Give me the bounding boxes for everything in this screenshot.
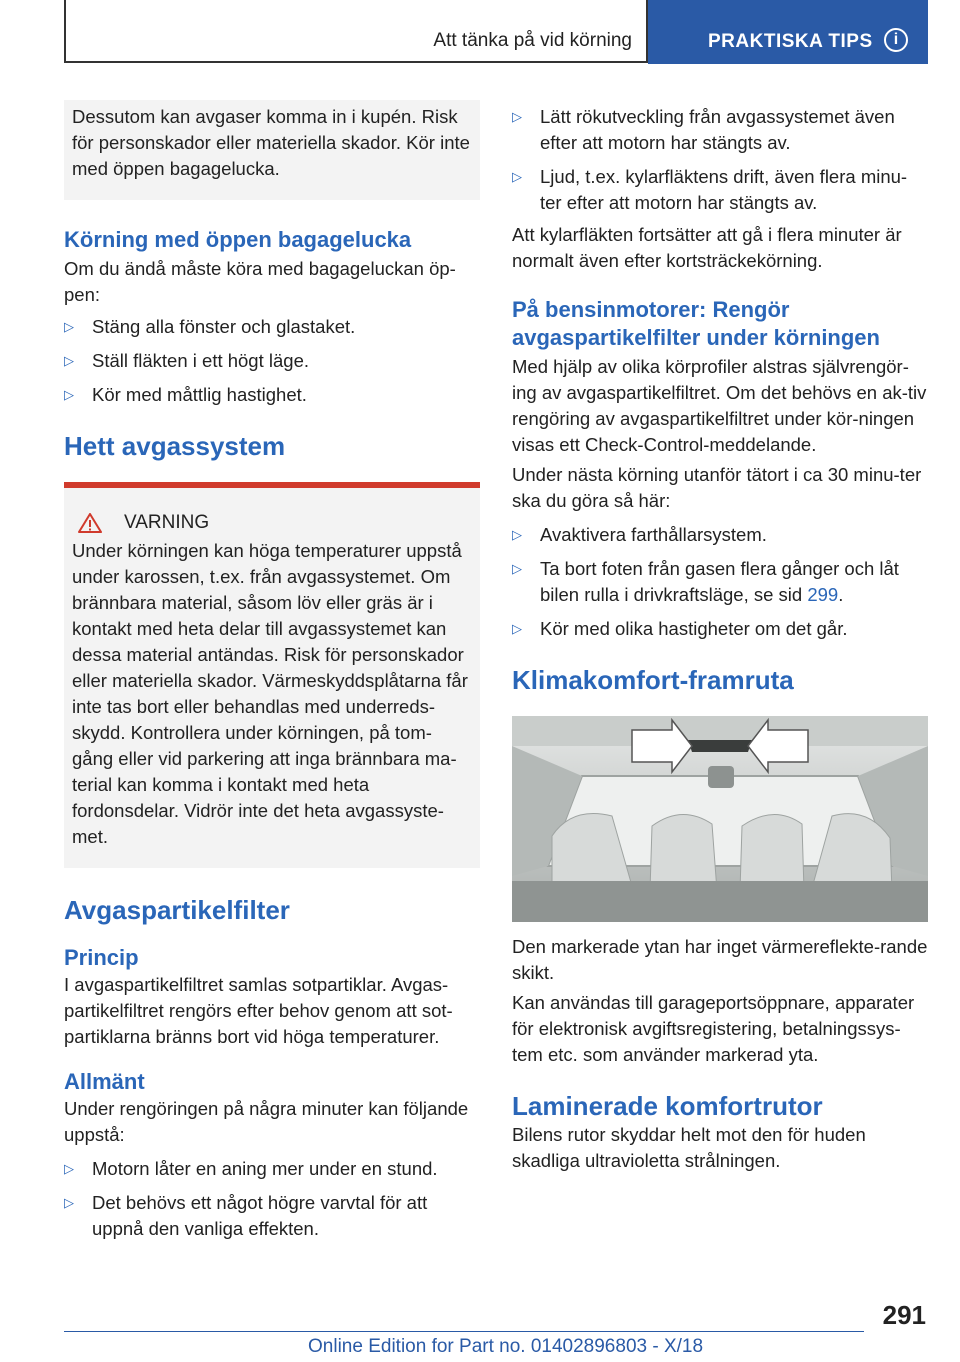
page-header [64,0,928,64]
right-column [512,104,928,1174]
list-item: ▷ Kör med måttlig hastighet. [64,382,480,408]
warning-triangle-icon [78,513,102,533]
list-item: ▷ Motorn låter en aning mer under en stund. [64,1156,480,1182]
page-link[interactable]: 299 [807,584,839,605]
warning-header [78,512,472,534]
windscreen-photo [512,716,928,922]
heading-general: Allmänt [64,1069,145,1094]
section-tab[interactable] [648,0,928,64]
heading-climate-windscreen: Klimakomfort-framruta [512,665,794,695]
fan-text: Att kylarfläkten fortsätter att gå i flera minuter är normalt även efter kortsträckekörning. [512,224,902,271]
left-column [64,100,480,1242]
warning-label: VARNING [124,512,210,533]
list-item: ▷ Det behövs ett något högre varvtal för att uppnå den vanliga effekten. [64,1192,428,1239]
general-text: Under rengöringen på några minuter kan följande uppstå: [64,1098,469,1145]
heading-open-tailgate: Körning med öppen bagagelucka [64,227,412,252]
car-interior-illustration [512,716,928,922]
bullet-icon: ▷ [64,1161,74,1176]
caution-continuation-box [64,100,480,200]
heading-hot-exhaust: Hett avgassystem [64,431,286,461]
principle-text: I avgaspartikelfiltret samlas sotpartiklar. Avgas-partikelfiltret rengörs efter behov genom att sot-partiklarna bränns bort vid höga temperaturer. [64,974,453,1047]
continued-list [512,104,928,216]
bullet-icon: ▷ [512,109,522,124]
list-item: ▷ Ta bort foten från gasen flera gånger och låt bilen rulla i drivkraftsläge, se sid 299. [512,558,899,605]
bullet-icon: ▷ [64,353,74,368]
page-number: 291 [882,1300,926,1330]
laminated-text: Bilens rutor skyddar helt mot den för huden skadliga ultravioletta strålningen. [512,1124,866,1171]
general-list [64,1156,480,1242]
footer-edition: Online Edition for Part no. 01402896803 - X/18 [308,1336,704,1357]
info-icon: i [884,28,908,52]
climate-text-1: Den markerade ytan har inget värmereflekte-rande skikt. [512,936,928,983]
bullet-icon: ▷ [512,169,522,184]
list-item: ▷ Avaktivera farthållarsystem. [512,522,928,548]
climate-text-2: Kan användas till garageportsöppnare, apparater för elektronisk avgiftsregistering, betalningssys-tem etc. som använder markerad yta. [512,992,915,1065]
petrol-list [512,522,928,642]
bullet-icon: ▷ [64,1195,74,1210]
bullet-icon: ▷ [64,387,74,402]
heading-principle: Princip [64,945,139,970]
heading-petrol: På bensinmotorer: Rengör avgaspartikelfilter under körningen [512,297,880,350]
list-item: ▷ Ställ fläkten i ett högt läge. [64,348,480,374]
list-item: ▷ Stäng alla fönster och glastaket. [64,314,480,340]
chapter-tab [64,0,648,63]
warning-box [64,488,480,868]
bullet-icon: ▷ [512,527,522,542]
list-item: ▷ Kör med olika hastigheter om det går. [512,616,928,642]
footer-divider [64,1331,864,1332]
petrol-text-2: Under nästa körning utanför tätort i ca 30 minu-ter ska du göra så här: [512,464,922,511]
caution-text: Dessutom kan avgaser komma in i kupén. Risk för personskador eller materiella skador. Kör inte med öppen bagagelucka. [72,106,470,179]
list-item: ▷ Lätt rökutveckling från avgassystemet även efter att motorn har stängts av. [512,106,895,153]
list-item: ▷ Ljud, t.ex. kylarfläktens drift, även flera minu-ter efter att motorn har stängts av. [512,166,908,213]
warning-text: Under körningen kan höga temperaturer uppstå under karossen, t.ex. från avgassystemet. Om brännbara material, såsom löv eller gräs är i kontakt med heta delar till avgassystemet kan dessa material antändas. Risk för personskador eller materiella skador. Värmeskyddsplåtarna får inte tas bort eller behandlas med underreds-skydd. Kontrollera under körningen, på tom-gång eller vid parkering att inga brännbara ma-terial kan komma i kontakt med heta fordonsdelar. Vidrör inte det heta avgassyste-met. [72,540,468,847]
chapter-title: Att tänka på vid körning [433,30,632,51]
bullet-icon: ▷ [512,561,522,576]
bullet-icon: ▷ [64,319,74,334]
section-title: PRAKTISKA TIPS [708,31,873,52]
open-tailgate-intro: Om du ändå måste köra med bagageluckan öp-pen: [64,258,456,305]
heading-particle-filter: Avgaspartikelfilter [64,895,290,925]
heading-laminated: Laminerade komfortrutor [512,1091,823,1121]
petrol-text-1: Med hjälp av olika körprofiler alstras självrengör-ing av avgaspartikelfiltret. Om det behövs en ak-tiv rengöring av avgaspartikelfiltret under kör-ningen visas ett Check-Control-meddelande. [512,356,927,455]
bullet-icon: ▷ [512,621,522,636]
open-tailgate-list [64,314,480,408]
